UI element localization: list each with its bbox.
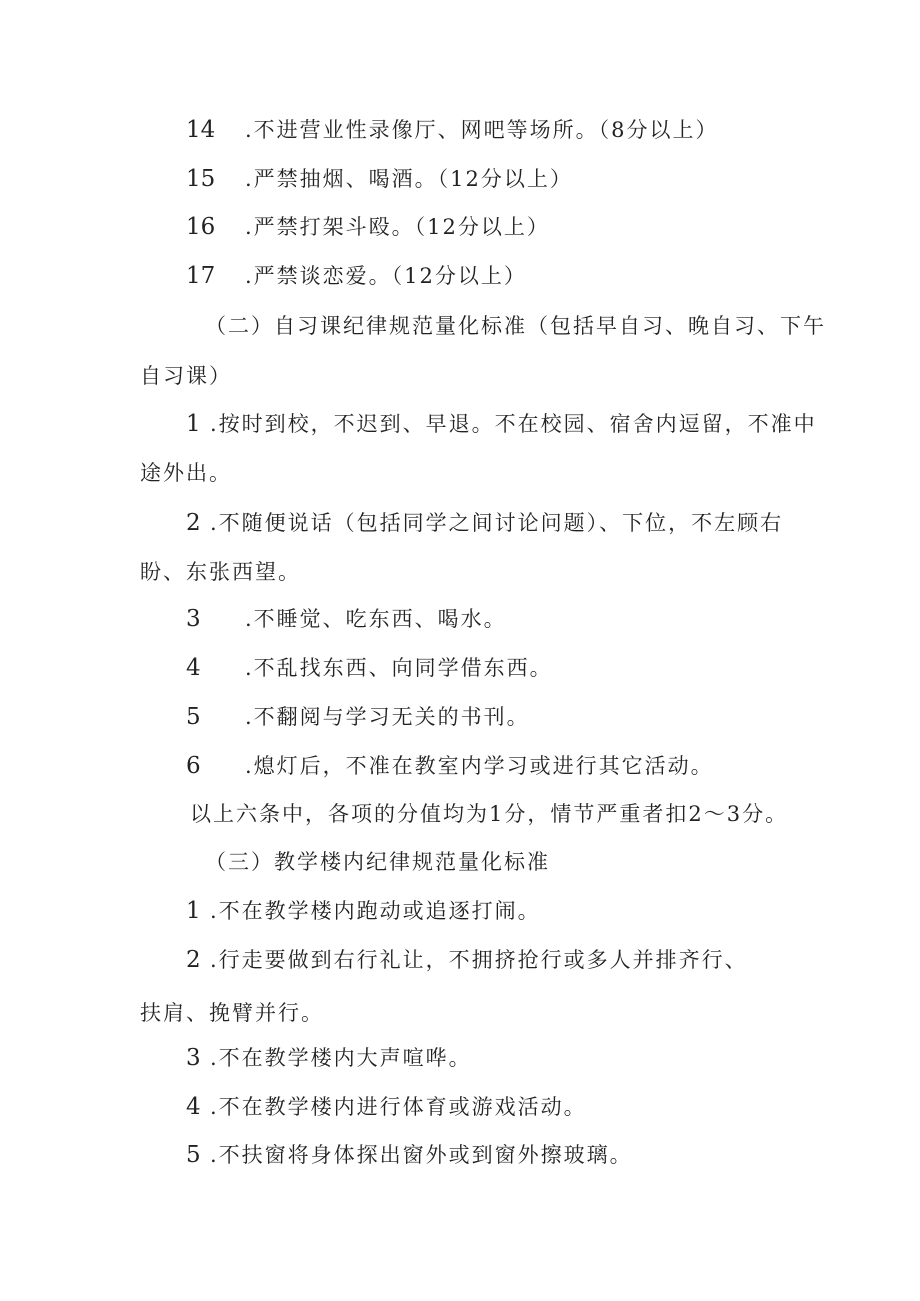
item-number: 17 bbox=[186, 263, 216, 289]
item-number: 5 bbox=[186, 704, 201, 730]
section-heading-line1: （二）自习课纪律规范量化标准（包括早自习、晚自习、下午 bbox=[205, 314, 826, 338]
section-heading-text: （三）教学楼内纪律规范量化标准 bbox=[205, 850, 550, 874]
item-number: 4 bbox=[186, 1094, 201, 1120]
item-number: 15 bbox=[186, 166, 216, 192]
item-number: 3 bbox=[186, 606, 201, 632]
item-number: 6 bbox=[186, 753, 201, 779]
item-text: .严禁打架斗殴。（12分以上） bbox=[245, 215, 550, 239]
item-text-cont: 途外出。 bbox=[140, 461, 232, 485]
item-text: .不进营业性录像厅、网吧等场所。（8分以上） bbox=[245, 118, 719, 142]
item-number: 14 bbox=[186, 117, 216, 143]
item-text: .不在教学楼内大声喧哗。 bbox=[210, 1046, 472, 1070]
item-text: .不在教学楼内跑动或追逐打闹。 bbox=[210, 899, 541, 923]
item-text: .严禁谈恋爱。（12分以上） bbox=[245, 264, 527, 288]
item-text: .行走要做到右行礼让，不拥挤抢行或多人并排齐行、 bbox=[210, 948, 748, 972]
item-number: 3 bbox=[186, 1045, 201, 1071]
item-number: 16 bbox=[186, 214, 216, 240]
item-text: .不扶窗将身体探出窗外或到窗外擦玻璃。 bbox=[210, 1143, 633, 1167]
item-number: 2 bbox=[186, 510, 201, 536]
item-text: .不乱找东西、向同学借东西。 bbox=[245, 656, 553, 680]
item-text: .不在教学楼内进行体育或游戏活动。 bbox=[210, 1095, 587, 1119]
item-text: .不睡觉、吃东西、喝水。 bbox=[245, 607, 507, 631]
item-text: .熄灯后，不准在教室内学习或进行其它活动。 bbox=[245, 754, 714, 778]
scoring-note-text: 以上六条中，各项的分值均为1分，情节严重者扣2〜3分。 bbox=[190, 802, 789, 826]
item-text: .不随便说话（包括同学之间讨论问题）、下位，不左顾右 bbox=[210, 511, 784, 535]
item-number: 2 bbox=[186, 947, 201, 973]
item-number: 5 bbox=[186, 1142, 201, 1168]
item-number: 1 bbox=[186, 411, 201, 437]
item-number: 1 bbox=[186, 898, 201, 924]
section-heading-line2: 自习课） bbox=[140, 364, 232, 388]
item-number: 4 bbox=[186, 655, 201, 681]
item-text-cont: 盼、东张西望。 bbox=[140, 560, 301, 584]
item-text: .严禁抽烟、喝酒。（12分以上） bbox=[245, 167, 573, 191]
item-text: .不翻阅与学习无关的书刊。 bbox=[245, 705, 530, 729]
item-text-cont: 扶肩、挽臂并行。 bbox=[140, 1001, 324, 1025]
item-text: .按时到校，不迟到、早退。不在校园、宿舍内逗留，不准中 bbox=[210, 412, 817, 436]
